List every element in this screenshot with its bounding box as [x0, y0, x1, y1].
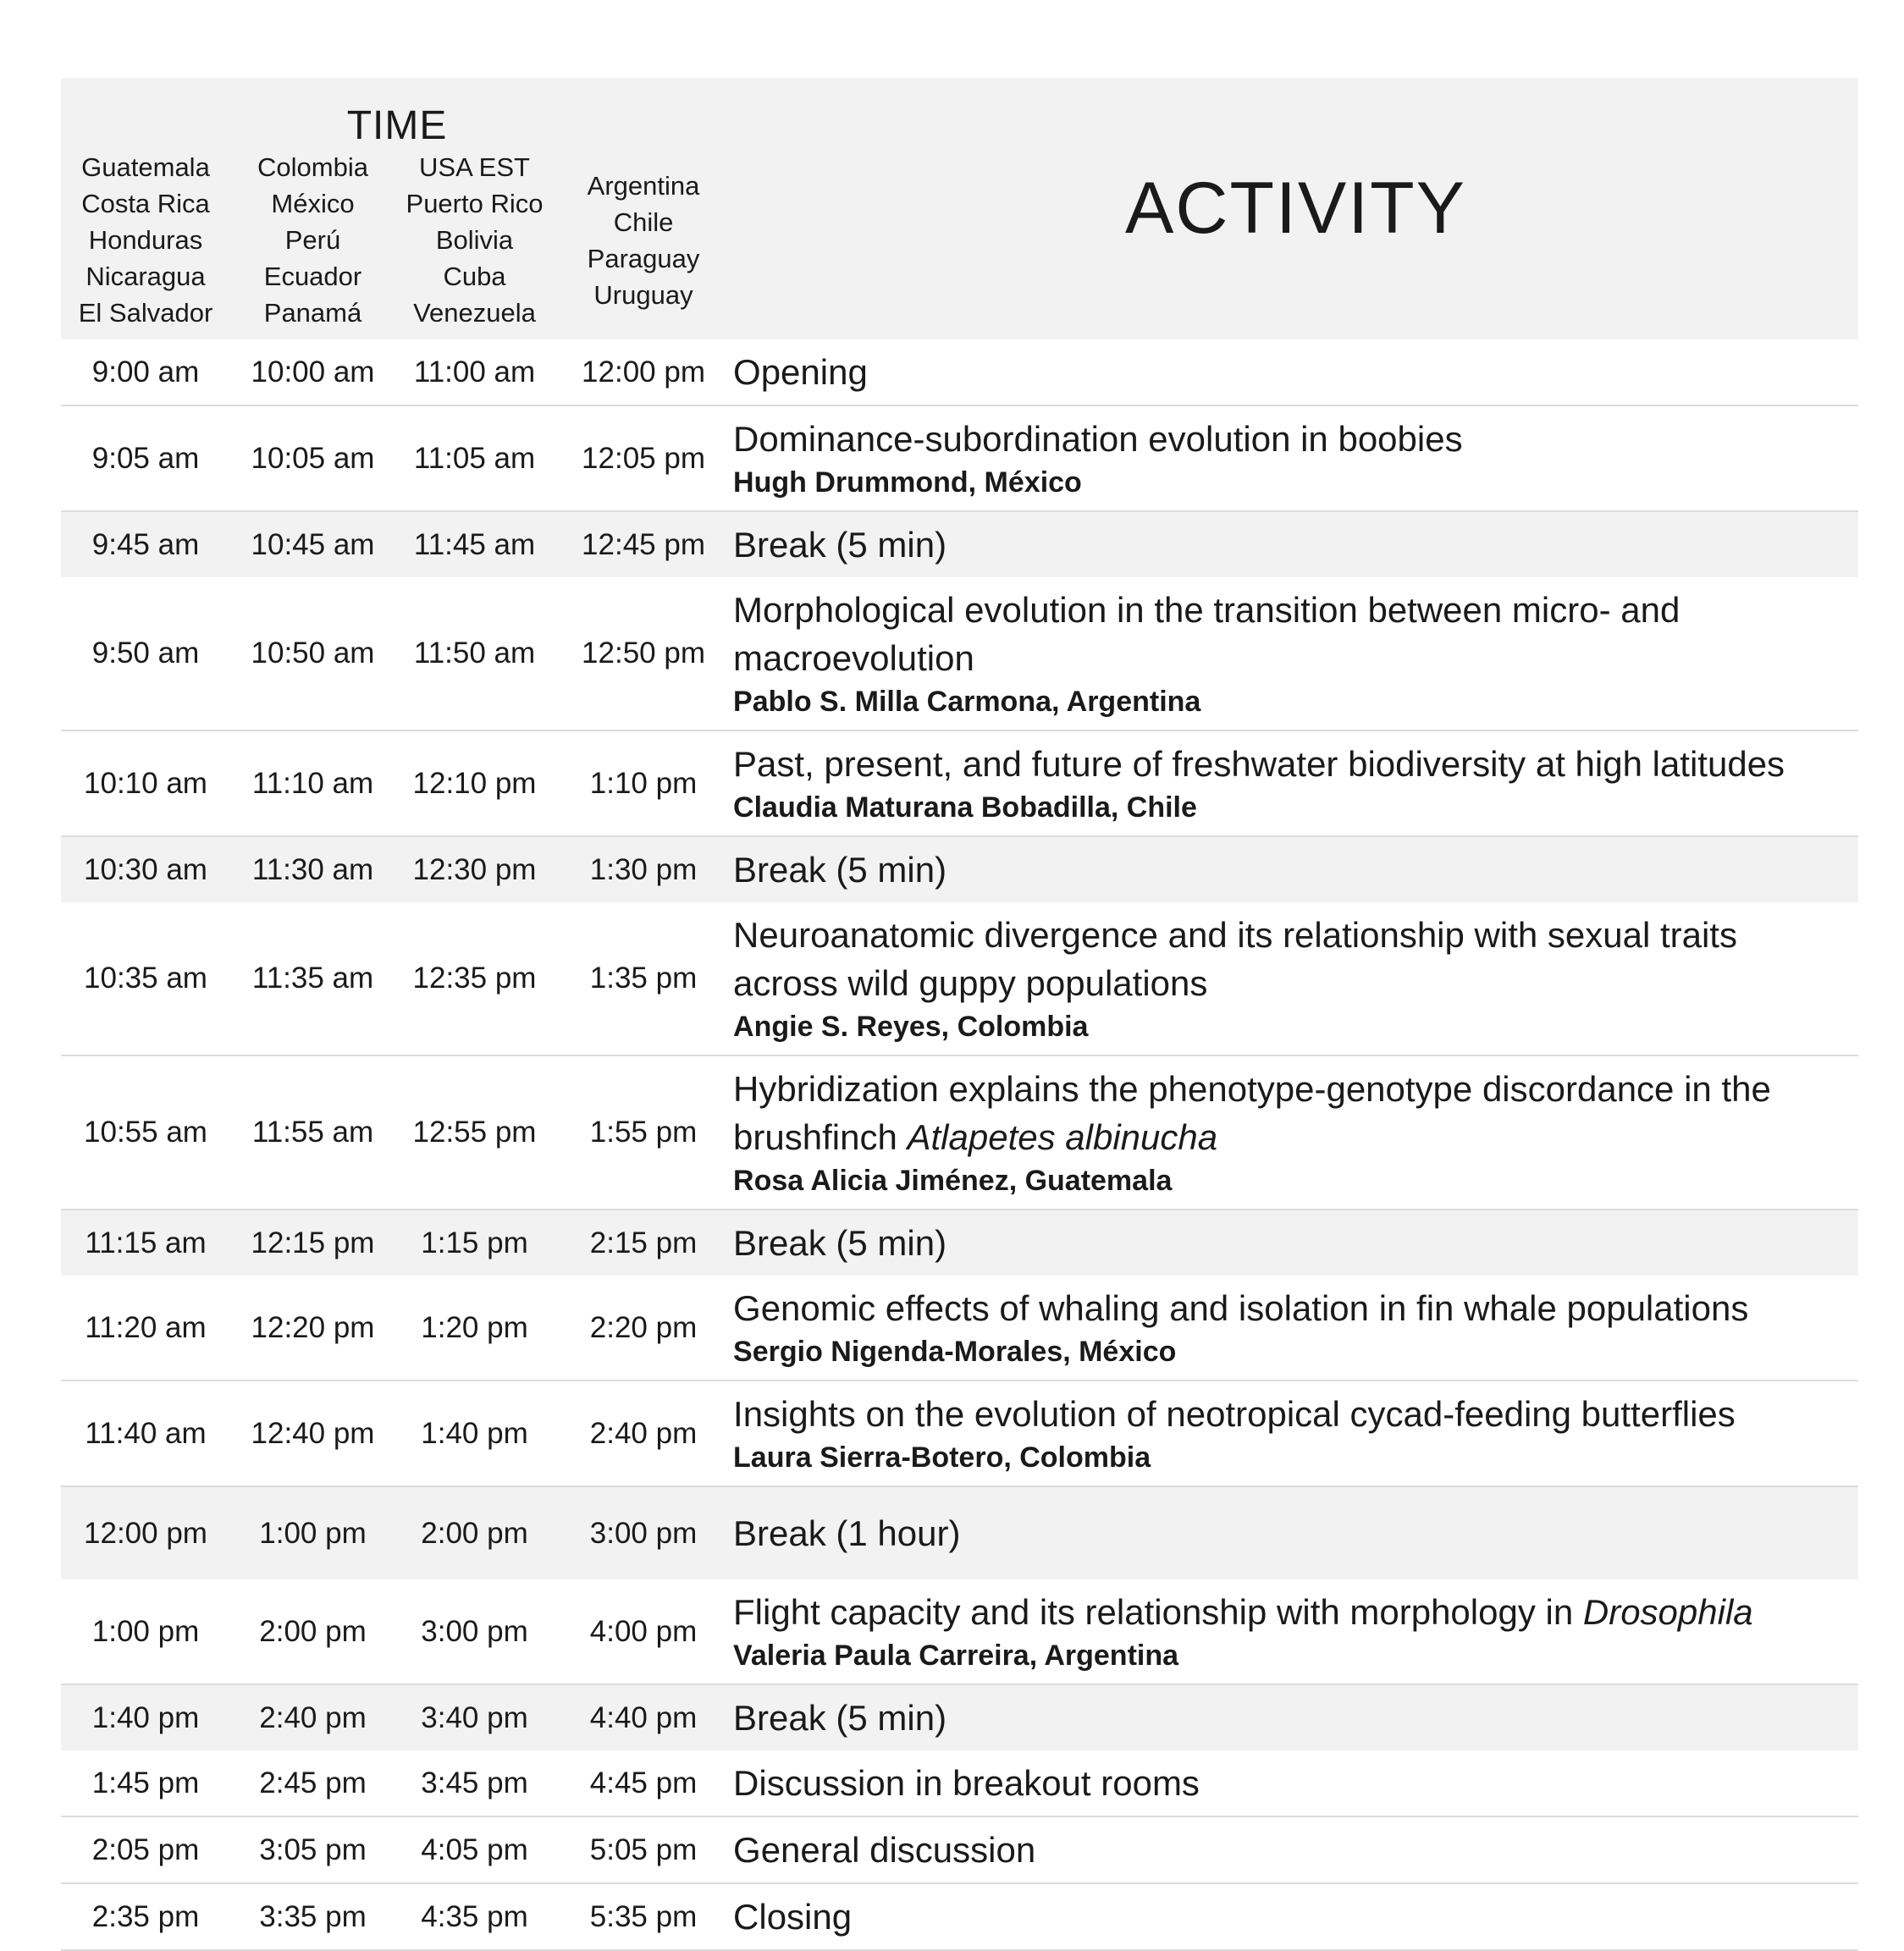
- time-cell: 3:45 pm: [421, 1766, 528, 1799]
- activity-heading: ACTIVITY: [1125, 168, 1467, 249]
- time-cell: 10:10 am: [84, 766, 207, 800]
- activity-title-text: Flight capacity and its relationship with morphology in: [733, 1592, 1583, 1632]
- time-cell: 5:35 pm: [589, 1899, 698, 1933]
- timezone-column-2: [230, 149, 395, 339]
- country-name: Argentina: [587, 170, 700, 201]
- country-name: Perú: [284, 225, 341, 255]
- activity-title: [733, 846, 1850, 894]
- time-cell: 11:30 am: [251, 852, 374, 886]
- activity-title-text: Genomic effects of whaling and isolation in fin whale populations: [733, 1288, 1749, 1328]
- activity-title: [733, 1390, 1850, 1438]
- activity-cell: [733, 730, 1858, 836]
- activity-title-text: Break (5 min): [733, 1223, 947, 1263]
- session-row: [61, 1750, 1858, 1816]
- time-cell: 12:15 pm: [251, 1226, 375, 1259]
- speaker-name: Angie S. Reyes, Colombia: [733, 1011, 1089, 1043]
- country-name: Uruguay: [593, 279, 693, 310]
- country-name: Guatemala: [81, 152, 210, 182]
- country-name: Costa Rica: [81, 189, 210, 218]
- time-cell: 4:05 pm: [421, 1833, 528, 1866]
- time-cell: 1:30 pm: [589, 852, 698, 886]
- activity-title: [733, 1694, 1850, 1742]
- activity-title: [733, 348, 1850, 396]
- activity-title-text: Neuroanatomic divergence and its relationship with sexual traits across wild guppy populations: [733, 915, 1737, 1003]
- country-name: Chile: [613, 207, 674, 237]
- activity-title: [733, 1893, 1850, 1941]
- speaker-name: Laura Sierra-Botero, Colombia: [733, 1441, 1151, 1474]
- activity-cell: [733, 1750, 1858, 1816]
- activity-title-text: Discussion in breakout rooms: [733, 1763, 1200, 1803]
- time-cell: 4:40 pm: [589, 1700, 698, 1734]
- time-cell: 2:00 pm: [259, 1614, 367, 1648]
- schedule-header: [61, 78, 1858, 339]
- time-cell: 3:40 pm: [421, 1700, 528, 1734]
- session-row: [61, 1276, 1858, 1381]
- time-cell: 1:45 pm: [91, 1766, 200, 1799]
- time-cell: 1:40 pm: [91, 1700, 200, 1734]
- timezone-column-4: [554, 149, 733, 339]
- time-cell: 2:35 pm: [91, 1899, 200, 1933]
- time-cell: 11:55 am: [251, 1116, 374, 1149]
- speaker-name: Hugh Drummond, México: [733, 466, 1082, 499]
- time-cell: 12:50 pm: [582, 637, 705, 670]
- activity-title-text: Break (5 min): [733, 525, 947, 565]
- time-cell: 10:30 am: [84, 852, 207, 886]
- activity-title: [733, 740, 1850, 788]
- break-row: [61, 1684, 1858, 1750]
- session-row: [61, 339, 1858, 405]
- activity-title: [733, 415, 1850, 463]
- time-cell: 12:00 pm: [84, 1516, 207, 1550]
- activity-cell: [733, 1381, 1858, 1486]
- time-cell: 11:15 am: [85, 1226, 207, 1259]
- activity-cell: [733, 1579, 1858, 1684]
- country-name: El Salvador: [78, 298, 213, 328]
- country-name: Venezuela: [413, 298, 536, 328]
- timezone-column-3: [395, 149, 554, 339]
- session-row: [61, 902, 1858, 1055]
- time-cell: 12:00 pm: [582, 355, 705, 389]
- time-cell: 9:45 am: [91, 527, 200, 561]
- activity-title-text: Opening: [733, 352, 868, 392]
- country-name: Bolivia: [435, 225, 514, 255]
- session-row: [61, 730, 1858, 836]
- time-cell: 4:45 pm: [589, 1766, 698, 1799]
- country-name: Honduras: [88, 225, 203, 255]
- activity-title: [733, 1759, 1850, 1807]
- time-cell: 10:45 am: [251, 527, 375, 561]
- time-cell: 11:10 am: [251, 766, 374, 800]
- activity-cell: [733, 1816, 1858, 1883]
- activity-title: [733, 1284, 1850, 1332]
- time-cell: 10:35 am: [84, 962, 207, 995]
- time-cell: 1:55 pm: [589, 1116, 698, 1149]
- time-cell: 10:05 am: [251, 441, 375, 475]
- activity-title: [733, 911, 1850, 1007]
- time-cell: 10:50 am: [251, 637, 375, 670]
- time-cell: 12:55 pm: [412, 1116, 537, 1149]
- activity-title: [733, 1219, 1850, 1267]
- activity-title-text: General discussion: [733, 1830, 1036, 1870]
- time-cell: 12:45 pm: [582, 527, 705, 561]
- country-name: Colombia: [257, 152, 368, 182]
- break-row: [61, 836, 1858, 902]
- country-name: Paraguay: [587, 243, 700, 273]
- break-row: [61, 511, 1858, 577]
- session-row: [61, 1816, 1858, 1883]
- time-heading: TIME: [346, 103, 448, 148]
- session-row: [61, 1055, 1858, 1210]
- activity-title: [733, 586, 1850, 682]
- country-name: USA EST: [419, 152, 530, 182]
- time-cell: 11:05 am: [413, 441, 536, 475]
- activity-cell: [733, 405, 1858, 511]
- time-cell: 4:00 pm: [589, 1614, 698, 1648]
- country-name: Puerto Rico: [406, 189, 544, 218]
- species-name: Atlapetes albinucha: [907, 1117, 1218, 1157]
- activity-cell: [733, 511, 1858, 577]
- break-row: [61, 1486, 1858, 1579]
- activity-title-text: Break (5 min): [733, 1698, 947, 1738]
- time-cell: 9:05 am: [91, 441, 200, 475]
- time-cell: 12:20 pm: [251, 1310, 375, 1344]
- activity-title-text: Morphological evolution in the transition between micro- and macroevolution: [733, 590, 1680, 678]
- country-name: Ecuador: [263, 262, 362, 291]
- session-row: [61, 1381, 1858, 1486]
- time-cell: 1:20 pm: [421, 1310, 528, 1344]
- activity-title-text: Dominance-subordination evolution in boobies: [733, 419, 1463, 459]
- time-cell: 12:10 pm: [412, 766, 537, 800]
- activity-title: [733, 521, 1850, 569]
- activity-title: [733, 1826, 1850, 1874]
- country-name: Cuba: [443, 262, 506, 291]
- timezone-column-1: [61, 149, 230, 339]
- time-cell: 11:20 am: [85, 1310, 207, 1344]
- time-cell: 1:00 pm: [259, 1516, 367, 1550]
- speaker-name: Sergio Nigenda-Morales, México: [733, 1336, 1177, 1368]
- activity-cell: [733, 1486, 1858, 1579]
- activity-title-text: Hybridization explains the phenotype-genotype discordance in the brushfinch: [733, 1069, 1771, 1157]
- activity-title-text: Break (5 min): [733, 850, 947, 890]
- activity-title: [733, 1509, 1850, 1557]
- activity-title-text: Break (1 hour): [733, 1513, 961, 1553]
- time-cell: 3:00 pm: [589, 1516, 698, 1550]
- time-cell: 9:50 am: [91, 637, 200, 670]
- time-cell: 11:00 am: [413, 355, 536, 389]
- activity-cell: [733, 836, 1858, 902]
- time-cell: 1:35 pm: [589, 962, 698, 995]
- time-cell: 11:45 am: [413, 527, 536, 561]
- time-cell: 2:40 pm: [589, 1416, 698, 1450]
- activity-title-text: Past, present, and future of freshwater biodiversity at high latitudes: [733, 744, 1785, 784]
- country-name: Panamá: [263, 298, 362, 328]
- activity-title: [733, 1065, 1850, 1161]
- activity-cell: [733, 1276, 1858, 1381]
- activity-cell: [733, 1055, 1858, 1210]
- time-cell: 4:35 pm: [421, 1899, 528, 1933]
- time-cell: 2:05 pm: [91, 1833, 200, 1866]
- speaker-name: Valeria Paula Carreira, Argentina: [733, 1640, 1179, 1672]
- time-cell: 12:40 pm: [251, 1416, 375, 1450]
- time-cell: 2:00 pm: [421, 1516, 528, 1550]
- activity-cell: [733, 1210, 1858, 1276]
- time-cell: 11:35 am: [251, 962, 374, 995]
- session-row: [61, 577, 1858, 730]
- time-cell: 3:35 pm: [259, 1899, 367, 1933]
- activity-cell: [733, 902, 1858, 1055]
- time-cell: 2:45 pm: [259, 1766, 367, 1799]
- time-cell: 5:05 pm: [589, 1833, 698, 1866]
- activity-cell: [733, 1684, 1858, 1750]
- country-name: México: [271, 189, 355, 218]
- schedule-table: [61, 78, 1858, 1951]
- speaker-name: Claudia Maturana Bobadilla, Chile: [733, 791, 1197, 824]
- activity-cell: [733, 339, 1858, 405]
- speaker-name: Rosa Alicia Jiménez, Guatemala: [733, 1165, 1173, 1197]
- time-cell: 2:20 pm: [589, 1310, 698, 1344]
- speaker-name: Pablo S. Milla Carmona, Argentina: [733, 686, 1201, 718]
- time-cell: 1:00 pm: [91, 1614, 200, 1648]
- session-row: [61, 1579, 1858, 1684]
- time-cell: 3:00 pm: [421, 1614, 528, 1648]
- time-cell: 1:10 pm: [589, 766, 698, 800]
- time-cell: 2:15 pm: [589, 1226, 698, 1259]
- time-cell: 12:30 pm: [412, 852, 537, 886]
- activity-cell: [733, 577, 1858, 730]
- schedule-body: [61, 339, 1858, 1950]
- time-cell: 12:05 pm: [582, 441, 705, 475]
- activity-title-text: Insights on the evolution of neotropical cycad-feeding butterflies: [733, 1394, 1736, 1434]
- time-cell: 1:40 pm: [421, 1416, 528, 1450]
- break-row: [61, 1210, 1858, 1276]
- session-row: [61, 405, 1858, 511]
- time-cell: 12:35 pm: [412, 962, 537, 995]
- time-cell: 9:00 am: [91, 355, 200, 389]
- time-cell: 10:55 am: [84, 1116, 207, 1149]
- time-cell: 2:40 pm: [259, 1700, 367, 1734]
- time-cell: 3:05 pm: [259, 1833, 367, 1866]
- activity-title: [733, 1588, 1850, 1636]
- time-cell: 11:40 am: [85, 1416, 207, 1450]
- time-cell: 1:15 pm: [421, 1226, 528, 1259]
- time-cell: 11:50 am: [413, 637, 536, 670]
- activity-title-text: Closing: [733, 1897, 853, 1937]
- session-row: [61, 1883, 1858, 1950]
- country-name: Nicaragua: [86, 262, 206, 291]
- activity-cell: [733, 1883, 1858, 1950]
- time-cell: 10:00 am: [251, 355, 375, 389]
- species-name: Drosophila: [1582, 1592, 1753, 1632]
